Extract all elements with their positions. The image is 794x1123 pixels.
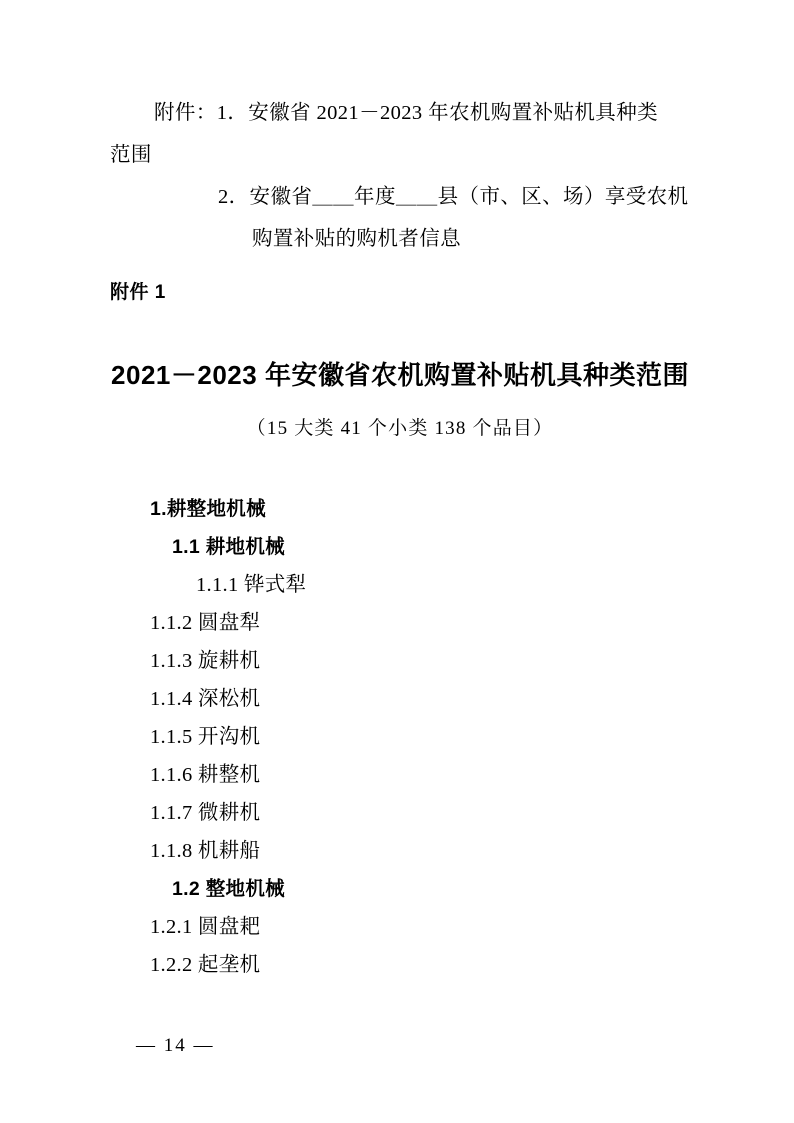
list-item: 1.2.1 圆盘耙 [150, 916, 261, 938]
page-number: — 14 — [136, 1035, 215, 1056]
attachment-heading-line-4: 购置补贴的购机者信息 [252, 228, 461, 250]
attachment-heading-line-3: 2．安徽省＿＿年度＿＿县（市、区、场）享受农机 [218, 186, 689, 208]
list-item: 1.1 耕地机械 [172, 536, 285, 558]
document-content [110, 92, 690, 984]
attachment-label: 附件 1 [110, 282, 166, 303]
category-list [110, 490, 690, 984]
list-item: 1.1.8 机耕船 [150, 840, 261, 862]
list-item: 1.1.6 耕整机 [150, 764, 261, 786]
list-item: 1.1.3 旋耕机 [150, 650, 261, 672]
page-title: 2021－2023 年安徽省农机购置补贴机具种类范围 [111, 360, 689, 390]
list-item: 1.2 整地机械 [172, 878, 285, 900]
list-item: 1.1.5 开沟机 [150, 726, 261, 748]
list-item: 1.2.2 起垄机 [150, 954, 261, 976]
attachment-heading-line-2: 范围 [110, 144, 152, 166]
list-item: 1.耕整地机械 [150, 498, 266, 520]
list-item: 1.1.2 圆盘犁 [150, 612, 261, 634]
attachment-heading-line-1: 附件：1．安徽省 2021－2023 年农机购置补贴机具种类 [154, 102, 658, 124]
list-item: 1.1.4 深松机 [150, 688, 261, 710]
attachments-heading [110, 92, 690, 260]
page-subtitle: （15 大类 41 个小类 138 个品目） [246, 418, 554, 439]
list-item: 1.1.1 铧式犁 [196, 574, 307, 596]
list-item: 1.1.7 微耕机 [150, 802, 261, 824]
